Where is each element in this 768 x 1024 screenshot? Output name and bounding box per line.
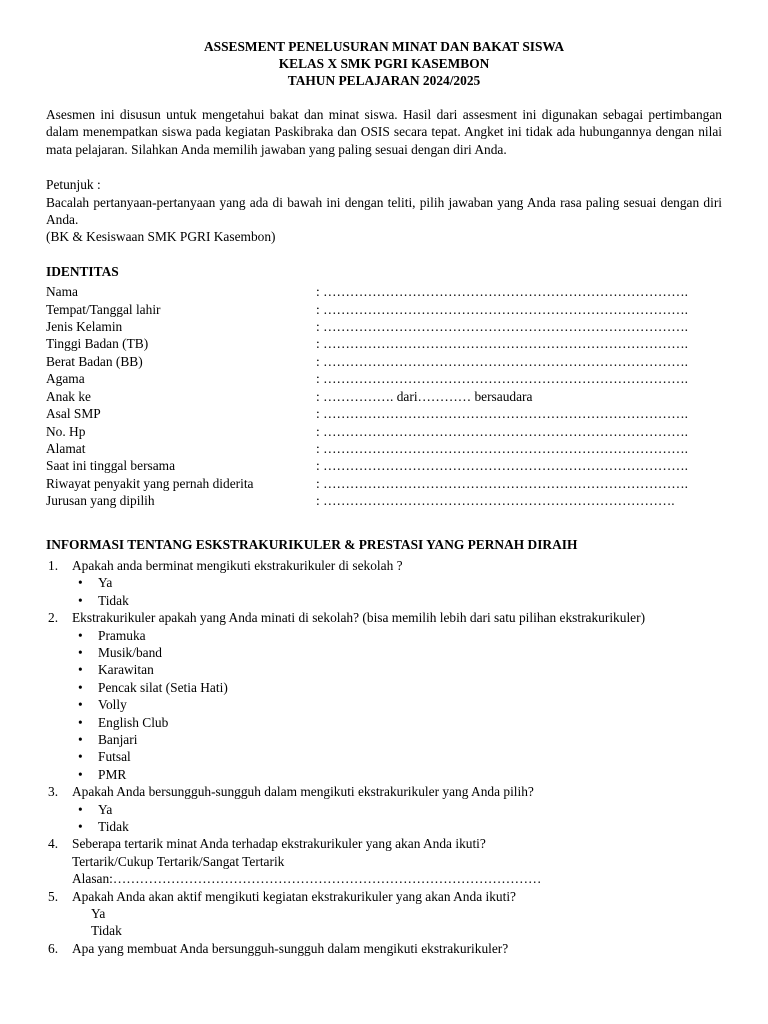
option-label: Volly <box>98 697 127 713</box>
identitas-row <box>46 475 722 492</box>
question-number: 4. <box>48 836 59 852</box>
option-label: Banjari <box>98 732 138 747</box>
question-number: 3. <box>48 784 59 800</box>
question-number: 5. <box>48 888 59 904</box>
option-list <box>72 627 722 784</box>
question-number: 1. <box>48 557 59 573</box>
question-4 <box>46 835 722 887</box>
option-label: English Club <box>98 714 169 730</box>
field-label: Anak ke <box>46 388 91 404</box>
field-blank[interactable]: : ………………………………………………………………………. <box>316 319 688 335</box>
field-blank[interactable]: : ……………. dari………… bersaudara <box>316 388 533 404</box>
bullet-icon: • <box>78 697 83 713</box>
question-number: 2. <box>48 610 59 626</box>
field-blank[interactable]: : ………………………………………………………………………. <box>316 371 688 387</box>
identitas-row <box>46 335 722 352</box>
field-blank[interactable]: : ………………………………………………………………………. <box>316 475 688 491</box>
bullet-icon: • <box>78 679 83 695</box>
option-label: Pencak silat (Setia Hati) <box>98 679 228 695</box>
field-label: Saat ini tinggal bersama <box>46 458 176 474</box>
petunjuk-block <box>46 176 722 246</box>
option-item[interactable] <box>72 748 722 765</box>
option-item[interactable] <box>72 592 722 609</box>
field-label: Berat Badan (BB) <box>46 353 143 369</box>
question-text: Apakah Anda bersungguh-sungguh dalam mengikuti ekstrakurikuler yang Anda pilih? <box>72 784 534 800</box>
option-item[interactable] <box>72 627 722 644</box>
title-line-3: TAHUN PELAJARAN 2024/2025 <box>287 73 481 88</box>
info-heading: INFORMASI TENTANG ESKSTRAKURIKULER & PRESTASI YANG PERNAH DIRAIH <box>46 536 578 552</box>
bullet-icon: • <box>78 766 83 782</box>
option-label: Karawitan <box>98 662 154 678</box>
option-item[interactable] <box>72 644 722 661</box>
reason-blank[interactable]: Alasan:…………………………………………………………………………………… <box>72 871 542 887</box>
identitas-row <box>46 318 722 335</box>
option-list <box>72 905 722 940</box>
option-item[interactable] <box>72 801 722 818</box>
bullet-icon: • <box>78 819 83 835</box>
question-6 <box>46 940 722 957</box>
identitas-row <box>46 370 722 387</box>
field-blank[interactable]: : ………………………………………………………………………. <box>316 353 688 369</box>
field-label: Tempat/Tanggal lahir <box>46 301 161 317</box>
identitas-row <box>46 353 722 370</box>
petunjuk-text: Bacalah pertanyaan-pertanyaan yang ada di bawah ini dengan teliti, pilih jawaban yang Anda rasa paling sesuai dengan diri Anda. <box>46 194 722 228</box>
field-label: Nama <box>46 284 78 300</box>
question-5 <box>46 888 722 940</box>
field-label: Jenis Kelamin <box>46 319 123 335</box>
bullet-icon: • <box>78 732 83 747</box>
question-list <box>46 557 722 957</box>
identitas-row <box>46 457 722 474</box>
bullet-icon: • <box>78 592 83 608</box>
option-list <box>72 574 722 609</box>
option-list <box>72 801 722 836</box>
option-label[interactable]: Ya <box>91 906 106 922</box>
answer-scale[interactable]: Tertarik/Cukup Tertarik/Sangat Tertarik <box>72 853 285 869</box>
option-label: Ya <box>98 801 113 817</box>
field-blank[interactable]: : ………………………………………………………………………. <box>316 406 688 422</box>
option-item[interactable] <box>72 714 722 731</box>
bullet-icon: • <box>78 644 83 660</box>
field-label: Jurusan yang dipilih <box>46 493 155 509</box>
field-blank[interactable]: : ………………………………………………………………………. <box>316 284 688 300</box>
option-item[interactable] <box>72 766 722 783</box>
field-blank[interactable]: : ………………………………………………………………………. <box>316 301 688 317</box>
question-3 <box>46 783 722 835</box>
option-item[interactable] <box>72 731 722 748</box>
question-number: 6. <box>48 940 59 956</box>
option-label[interactable]: Tidak <box>91 923 122 939</box>
field-blank[interactable]: : ……………………………………………………………………. <box>316 493 675 509</box>
question-1 <box>46 557 722 609</box>
option-label: Musik/band <box>98 644 162 660</box>
identitas-heading: IDENTITAS <box>46 263 119 279</box>
field-label: Asal SMP <box>46 406 101 422</box>
option-label: Futsal <box>98 749 131 765</box>
title-line-1: ASSESMENT PENELUSURAN MINAT DAN BAKAT SISWA <box>203 39 564 54</box>
field-label: Alamat <box>46 440 86 456</box>
identitas-row <box>46 405 722 422</box>
identitas-table <box>46 283 722 509</box>
option-label: Pramuka <box>98 627 146 643</box>
identitas-row <box>46 440 722 457</box>
field-blank[interactable]: : ………………………………………………………………………. <box>316 423 688 439</box>
intro-paragraph: Asesmen ini disusun untuk mengetahui bakat dan minat siswa. Hasil dari assesment ini digunakan sebagai pertimbangan dalam menempatkan siswa pada kegiatan Paskibraka dan OSIS secara tepat. Angket ini tidak ada hubungannya dengan nilai mata pelajaran. Silahkan Anda memilih jawaban yang paling sesuai dengan diri Anda. <box>46 107 722 157</box>
option-label: Tidak <box>98 592 129 608</box>
field-blank[interactable]: : ………………………………………………………………………. <box>316 336 688 352</box>
question-text: Seberapa tertarik minat Anda terhadap ekstrakurikuler yang akan Anda ikuti? <box>72 836 486 852</box>
option-label: Ya <box>98 575 113 591</box>
question-text: Apakah anda berminat mengikuti ekstrakurikuler di sekolah ? <box>72 557 403 573</box>
option-label: PMR <box>98 766 127 782</box>
petunjuk-label: Petunjuk : <box>46 177 101 193</box>
field-label: No. Hp <box>46 423 86 439</box>
bullet-icon: • <box>78 662 83 678</box>
field-label: Tinggi Badan (TB) <box>46 336 149 352</box>
bullet-icon: • <box>78 749 83 765</box>
bullet-icon: • <box>78 714 83 730</box>
question-text: Apakah Anda akan aktif mengikuti kegiatan ekstrakurikuler yang akan Anda ikuti? <box>72 888 516 904</box>
option-item[interactable] <box>72 696 722 713</box>
identitas-row <box>46 388 722 405</box>
bullet-icon: • <box>78 801 83 817</box>
document-page <box>46 38 722 957</box>
identitas-row <box>46 492 722 509</box>
field-label: Agama <box>46 371 85 387</box>
field-label: Riwayat penyakit yang pernah diderita <box>46 475 254 491</box>
question-2 <box>46 609 722 783</box>
identitas-row <box>46 301 722 318</box>
identitas-row <box>46 283 722 300</box>
petunjuk-source: (BK & Kesiswaan SMK PGRI Kasembon) <box>46 229 276 245</box>
title-line-2: KELAS X SMK PGRI KASEMBON <box>278 56 490 71</box>
option-item[interactable] <box>72 679 722 696</box>
bullet-icon: • <box>78 627 83 643</box>
option-item[interactable] <box>72 818 722 835</box>
option-label: Tidak <box>98 819 129 835</box>
question-text: Ekstrakurikuler apakah yang Anda minati di sekolah? (bisa memilih lebih dari satu pilihan ekstrakurikuler) <box>72 610 646 626</box>
question-text: Apa yang membuat Anda bersungguh-sungguh dalam mengikuti ekstrakurikuler? <box>72 940 509 956</box>
identitas-row <box>46 423 722 440</box>
option-item[interactable] <box>72 574 722 591</box>
field-blank[interactable]: : ………………………………………………………………………. <box>316 458 688 474</box>
option-item[interactable] <box>72 661 722 678</box>
bullet-icon: • <box>78 575 83 591</box>
field-blank[interactable]: : ………………………………………………………………………. <box>316 440 688 456</box>
